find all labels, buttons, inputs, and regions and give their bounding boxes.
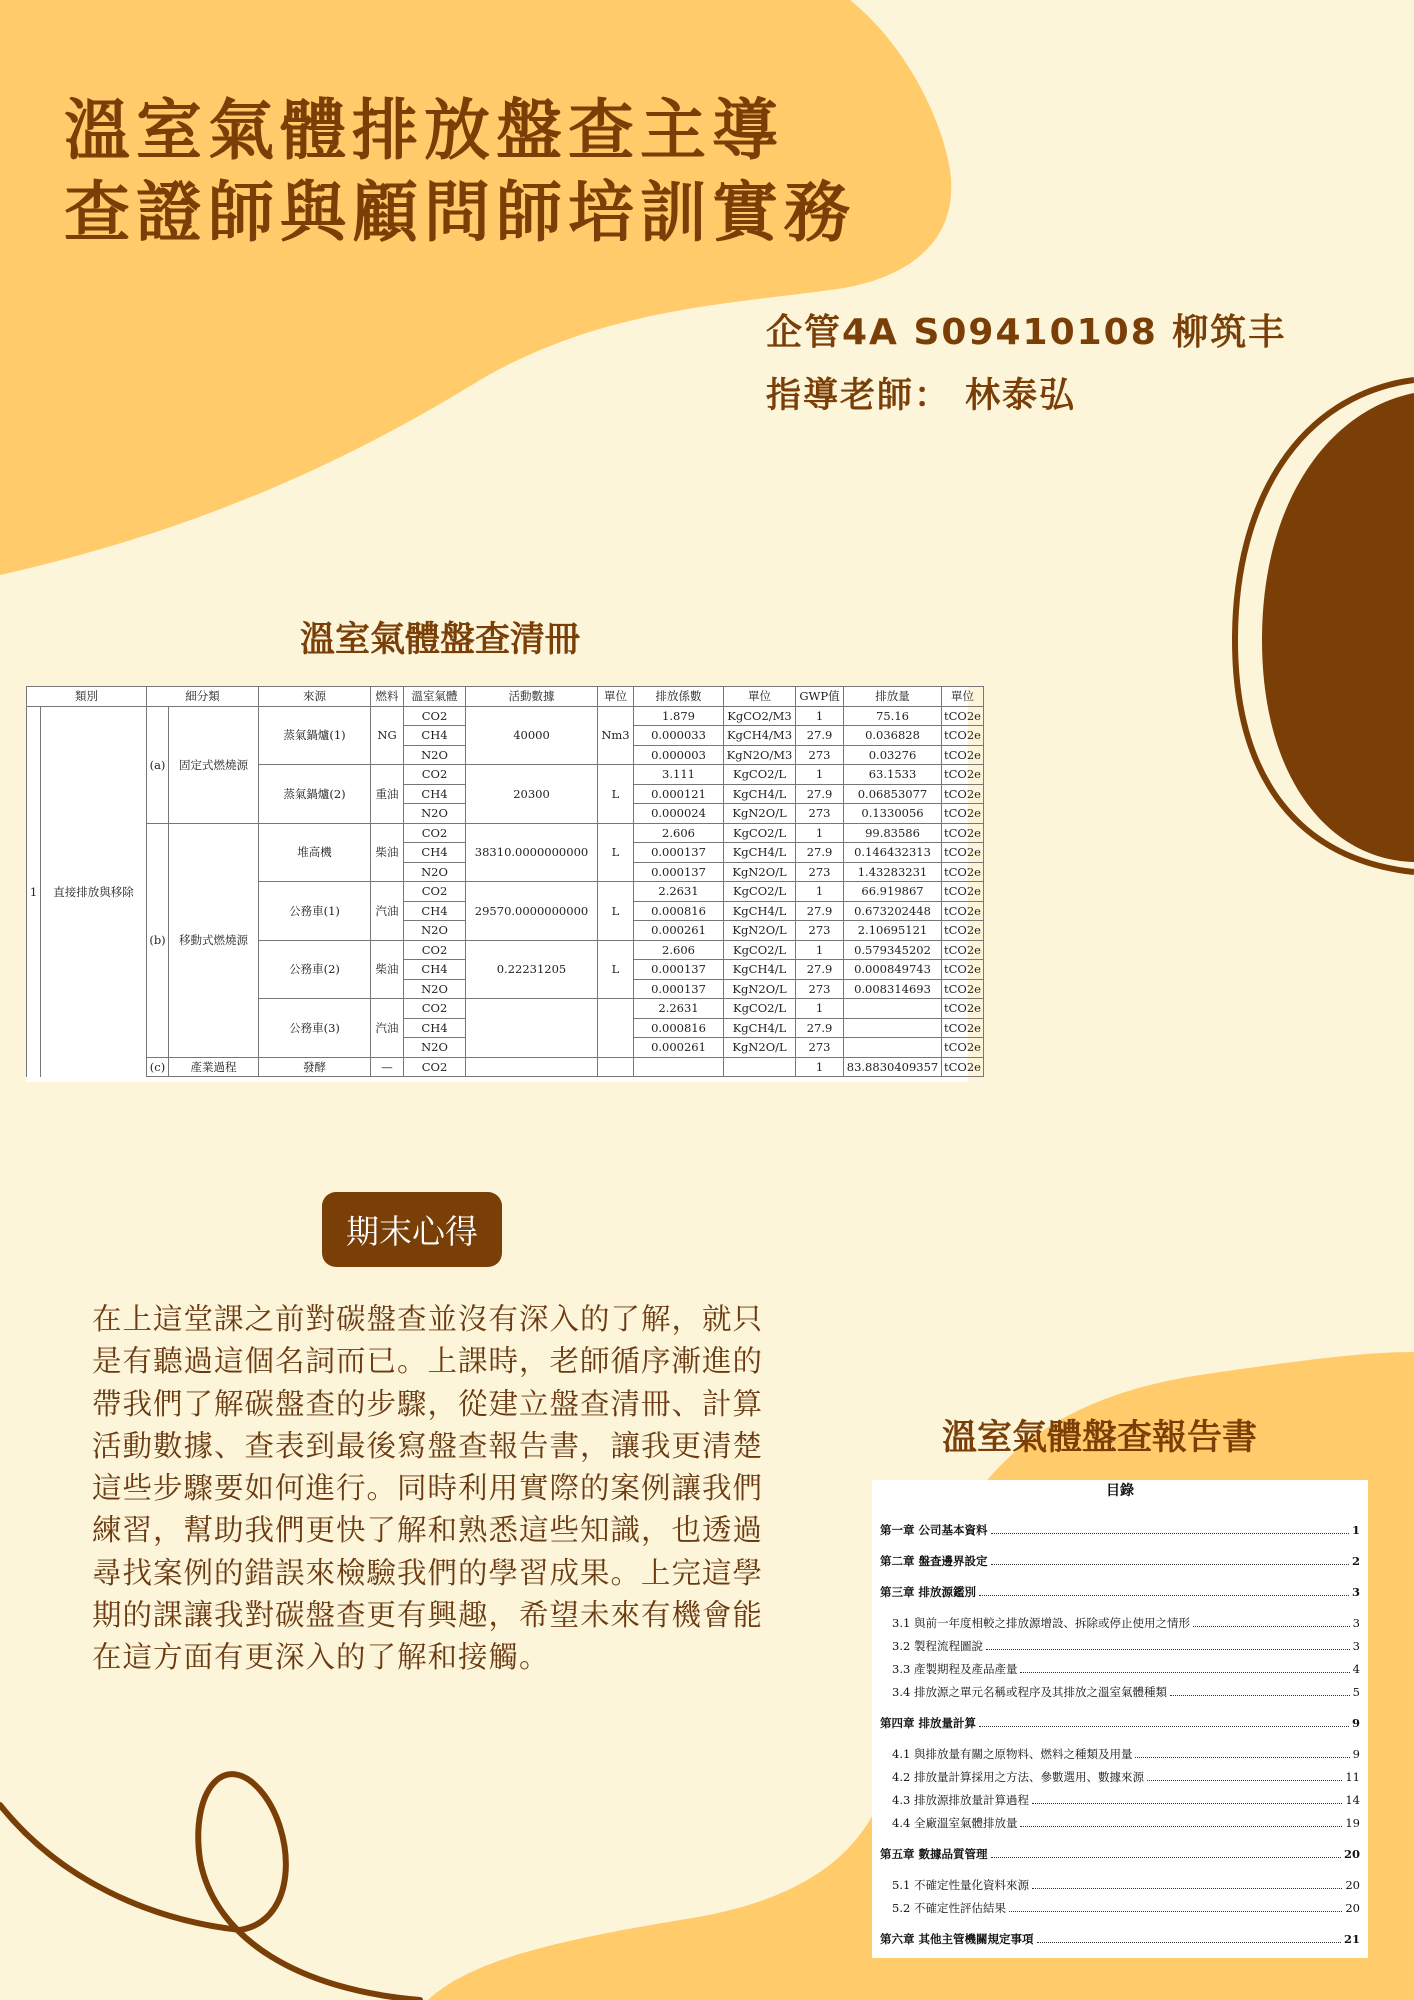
gwp-cell: 1 [796,999,844,1019]
factor-unit-cell: KgCH4/L [724,901,796,921]
toc-section-entry [892,1661,1360,1677]
emission-cell: 0.03276 [844,745,942,765]
gas-cell: CO2 [404,940,466,960]
toc-chapter-entry [880,1584,1360,1600]
emission-cell: 0.579345202 [844,940,942,960]
source-cell: 公務車(1) [259,882,371,941]
toc-section-entry [892,1877,1360,1893]
activity-unit-cell: Nm3 [598,706,634,765]
author-line: 企管4A S09410108 柳筑丰 [766,312,1287,353]
toc-dot-leader [1032,1888,1342,1889]
top-left-blob [0,0,951,575]
emission-unit-cell: tCO2e [942,1057,984,1077]
factor-unit-cell: KgN2O/L [724,862,796,882]
emission-unit-cell: tCO2e [942,1018,984,1038]
toc-section-entry [892,1792,1360,1808]
gas-cell: N2O [404,804,466,824]
toc-dot-leader [1032,1803,1342,1804]
poster-title [64,90,856,254]
gwp-cell: 27.9 [796,726,844,746]
emission-unit-cell: tCO2e [942,882,984,902]
toc-entry-label: 3.1 與前一年度相較之排放源增設、拆除或停止使用之情形 [892,1616,1190,1630]
toc-entry-page: 3 [1352,1639,1360,1653]
factor-unit-cell: KgCO2/L [724,940,796,960]
table-header-cell: 來源 [259,687,371,707]
factor-unit-cell: KgCO2/L [724,823,796,843]
factor-unit-cell: KgN2O/L [724,1038,796,1058]
factor-cell: 2.2631 [634,882,724,902]
factor-unit-cell [724,1057,796,1077]
table-header-cell: 單位 [724,687,796,707]
inventory-table-body [27,706,984,1077]
emission-cell: 63.1533 [844,765,942,785]
gwp-cell: 273 [796,979,844,999]
toc-dot-leader [1037,1942,1341,1943]
fuel-cell: 汽油 [371,999,404,1058]
gas-cell: CH4 [404,901,466,921]
emission-unit-cell: tCO2e [942,960,984,980]
factor-cell [634,1057,724,1077]
fuel-cell: 柴油 [371,823,404,882]
emission-cell: 2.10695121 [844,921,942,941]
toc-entry-label: 4.1 與排放量有關之原物料、燃料之種類及用量 [892,1747,1133,1761]
source-cell: 公務車(3) [259,999,371,1058]
report-heading: 溫室氣體盤查報告書 [942,1418,1258,1458]
emission-unit-cell: tCO2e [942,862,984,882]
fuel-cell: 汽油 [371,882,404,941]
subcategory-code-cell: (a) [147,706,169,823]
factor-unit-cell: KgN2O/L [724,921,796,941]
factor-unit-cell: KgCH4/M3 [724,726,796,746]
emission-unit-cell: tCO2e [942,804,984,824]
emission-cell: 75.16 [844,706,942,726]
table-header-cell: 類別 [27,687,147,707]
subcategory-code-cell: (b) [147,823,169,1057]
emission-cell [844,999,942,1019]
subcategory-code-cell: (c) [147,1057,169,1077]
inventory-table-image [26,686,981,1082]
table-header-cell: 溫室氣體 [404,687,466,707]
source-cell: 發酵 [259,1057,371,1077]
factor-cell: 1.879 [634,706,724,726]
toc-entry-page: 4 [1352,1662,1360,1676]
emission-cell: 83.8830409357 [844,1057,942,1077]
source-cell: 公務車(2) [259,940,371,999]
factor-unit-cell: KgN2O/L [724,979,796,999]
toc-entry-page: 11 [1345,1770,1360,1784]
fuel-cell: 柴油 [371,940,404,999]
toc-dot-leader [979,1726,1349,1727]
emission-cell [844,1018,942,1038]
toc-entry-page: 20 [1345,1901,1360,1915]
gas-cell: CH4 [404,960,466,980]
toc-entry-label: 第二章 盤查邊界設定 [880,1554,988,1568]
toc-entry-label: 4.4 全廠溫室氣體排放量 [892,1816,1018,1830]
factor-cell: 0.000033 [634,726,724,746]
toc-section-entry [892,1638,1360,1654]
emission-cell: 0.673202448 [844,901,942,921]
activity-cell: 0.22231205 [466,940,598,999]
emission-cell: 0.008314693 [844,979,942,999]
table-row [27,1057,984,1077]
gwp-cell: 1 [796,823,844,843]
toc-entry-page: 3 [1352,1616,1360,1630]
gas-cell: CO2 [404,882,466,902]
toc-dot-leader [991,1857,1341,1858]
gas-cell: N2O [404,745,466,765]
gwp-cell: 1 [796,706,844,726]
toc-dot-leader [991,1533,1349,1534]
title-line-2: 查證師與顧問師培訓實務 [64,174,856,251]
toc-section-entry [892,1769,1360,1785]
gas-cell: CO2 [404,1057,466,1077]
gas-cell: CH4 [404,726,466,746]
gwp-cell: 273 [796,921,844,941]
toc-dot-leader [1020,1672,1349,1673]
gas-cell: N2O [404,1038,466,1058]
emission-cell: 0.036828 [844,726,942,746]
factor-cell: 0.000261 [634,921,724,941]
source-cell: 蒸氣鍋爐(1) [259,706,371,765]
table-header-cell: 活動數據 [466,687,598,707]
emission-cell: 0.1330056 [844,804,942,824]
gwp-cell: 27.9 [796,784,844,804]
emission-cell: 1.43283231 [844,862,942,882]
factor-unit-cell: KgCO2/L [724,999,796,1019]
emission-unit-cell: tCO2e [942,823,984,843]
advisor-line: 指導老師： 林泰弘 [766,376,1077,416]
toc-chapter-entry [880,1931,1360,1947]
toc-entry-label: 3.3 產製期程及產品產量 [892,1662,1018,1676]
inventory-table [26,686,984,1077]
reflection-badge: 期末心得 [322,1192,502,1267]
bottom-left-loop [0,1774,420,2000]
factor-unit-cell: KgCH4/L [724,960,796,980]
toc-dot-leader [986,1649,1350,1650]
emission-unit-cell: tCO2e [942,999,984,1019]
inventory-heading: 溫室氣體盤查清冊 [300,620,581,660]
toc-entry-label: 第一章 公司基本資料 [880,1523,988,1537]
gwp-cell: 27.9 [796,1018,844,1038]
factor-cell: 0.000816 [634,1018,724,1038]
emission-unit-cell: tCO2e [942,921,984,941]
toc-entry-label: 3.2 製程流程圖說 [892,1639,983,1653]
factor-cell: 0.000137 [634,979,724,999]
toc-entry-label: 3.4 排放源之單元名稱或程序及其排放之溫室氣體種類 [892,1685,1167,1699]
toc-entry-page: 9 [1352,1747,1360,1761]
factor-unit-cell: KgCO2/M3 [724,706,796,726]
activity-cell [466,1057,598,1077]
table-header-cell: 排放係數 [634,687,724,707]
toc-entry-page: 20 [1343,1847,1360,1861]
factor-unit-cell: KgCO2/L [724,882,796,902]
gwp-cell: 1 [796,882,844,902]
reflection-text: 在上這堂課之前對碳盤查並沒有深入的了解，就只是有聽過這個名詞而已。上課時，老師循序漸進的帶我們了解碳盤查的步驟，從建立盤查清冊、計算活動數據、查表到最後寫盤查報告書，讓我更清楚這些步驟要如何進行。同時利用實際的案例讓我們練習，幫助我們更快了解和熟悉這些知識，也透過尋找案例的錯誤來檢驗我們的學習成果。上完這學期的課讓我對碳盤查更有興趣，希望未來有機會能在這方面有更深入的了解和接觸。 [92,1302,764,1675]
emission-cell [844,1038,942,1058]
toc-chapter-entry [880,1553,1360,1569]
table-header-cell: 單位 [598,687,634,707]
factor-cell: 0.000137 [634,843,724,863]
toc-chapter-entry [880,1846,1360,1862]
toc-dot-leader [1147,1780,1342,1781]
toc-dot-leader [1020,1826,1342,1827]
emission-unit-cell: tCO2e [942,901,984,921]
emission-unit-cell: tCO2e [942,843,984,863]
emission-cell: 0.146432313 [844,843,942,863]
emission-unit-cell: tCO2e [942,726,984,746]
subcategory-cell: 固定式燃燒源 [169,706,259,823]
emission-unit-cell: tCO2e [942,745,984,765]
activity-unit-cell [598,1057,634,1077]
subcategory-cell: 移動式燃燒源 [169,823,259,1057]
toc-section-entry [892,1746,1360,1762]
emission-unit-cell: tCO2e [942,1038,984,1058]
toc-entry-page: 2 [1351,1554,1360,1568]
toc-entry-page: 14 [1345,1793,1360,1807]
table-header-cell: 單位 [942,687,984,707]
factor-cell: 2.606 [634,823,724,843]
toc-entry-page: 9 [1351,1716,1360,1730]
gwp-cell: 273 [796,745,844,765]
category-number-cell: 1 [27,706,41,1077]
table-row [27,706,984,726]
toc-entry-page: 21 [1343,1932,1360,1946]
fuel-cell: — [371,1057,404,1077]
table-header-row [27,687,984,707]
gwp-cell: 1 [796,765,844,785]
toc-entry-page: 3 [1351,1585,1360,1599]
emission-unit-cell: tCO2e [942,784,984,804]
emission-unit-cell: tCO2e [942,706,984,726]
activity-unit-cell: L [598,765,634,824]
gwp-cell: 273 [796,1038,844,1058]
factor-cell: 0.000024 [634,804,724,824]
toc-entry-page: 5 [1352,1685,1360,1699]
toc-title: 目錄 [1106,1483,1134,1499]
gas-cell: CO2 [404,706,466,726]
toc-dot-leader [991,1564,1349,1565]
factor-unit-cell: KgCH4/L [724,843,796,863]
table-row [27,823,984,843]
activity-cell: 38310.0000000000 [466,823,598,882]
activity-cell: 20300 [466,765,598,824]
toc-entry-label: 第六章 其他主管機關規定事項 [880,1932,1034,1946]
toc-entry-label: 5.1 不確定性量化資料來源 [892,1878,1029,1892]
toc-dot-leader [1170,1695,1350,1696]
table-header-cell: 細分類 [147,687,259,707]
gas-cell: N2O [404,921,466,941]
activity-unit-cell: L [598,823,634,882]
gas-cell: CH4 [404,843,466,863]
toc-entry-label: 第四章 排放量計算 [880,1716,977,1730]
toc-section-entry [892,1615,1360,1631]
fuel-cell: NG [371,706,404,765]
source-cell: 蒸氣鍋爐(2) [259,765,371,824]
factor-cell: 0.000137 [634,960,724,980]
gas-cell: N2O [404,979,466,999]
toc-chapter-entry [880,1715,1360,1731]
table-header-cell: 燃料 [371,687,404,707]
report-toc-image [872,1480,1368,1958]
factor-cell: 2.606 [634,940,724,960]
emission-unit-cell: tCO2e [942,765,984,785]
activity-unit-cell [598,999,634,1058]
factor-unit-cell: KgN2O/M3 [724,745,796,765]
toc-section-entry [892,1900,1360,1916]
factor-cell: 0.000261 [634,1038,724,1058]
activity-cell: 29570.0000000000 [466,882,598,941]
gwp-cell: 273 [796,804,844,824]
gas-cell: CO2 [404,823,466,843]
toc-entry-label: 4.3 排放源排放量計算過程 [892,1793,1029,1807]
toc-dot-leader [1135,1757,1349,1758]
emission-unit-cell: tCO2e [942,979,984,999]
category-cell: 直接排放與移除 [41,706,147,1077]
gas-cell: CH4 [404,1018,466,1038]
factor-unit-cell: KgCH4/L [724,1018,796,1038]
factor-unit-cell: KgCO2/L [724,765,796,785]
factor-cell: 3.111 [634,765,724,785]
factor-cell: 2.2631 [634,999,724,1019]
subcategory-cell: 產業過程 [169,1057,259,1077]
activity-cell [466,999,598,1058]
activity-cell: 40000 [466,706,598,765]
gwp-cell: 27.9 [796,843,844,863]
title-line-1: 溫室氣體排放盤查主導 [64,92,784,169]
gwp-cell: 1 [796,1057,844,1077]
factor-cell: 0.000003 [634,745,724,765]
factor-cell: 0.000137 [634,862,724,882]
emission-cell: 0.06853077 [844,784,942,804]
toc-section-entry [892,1815,1360,1831]
gwp-cell: 273 [796,862,844,882]
toc-entry-page: 1 [1351,1523,1360,1537]
emission-cell: 99.83586 [844,823,942,843]
gas-cell: CO2 [404,765,466,785]
gas-cell: CH4 [404,784,466,804]
toc-entry-page: 20 [1345,1878,1360,1892]
emission-cell: 0.000849743 [844,960,942,980]
toc-entry-label: 4.2 排放量計算採用之方法、參數選用、數據來源 [892,1770,1144,1784]
factor-cell: 0.000816 [634,901,724,921]
factor-unit-cell: KgN2O/L [724,804,796,824]
activity-unit-cell: L [598,940,634,999]
table-header-cell: 排放量 [844,687,942,707]
toc-dot-leader [1009,1911,1342,1912]
gwp-cell: 27.9 [796,901,844,921]
gwp-cell: 27.9 [796,960,844,980]
gas-cell: CO2 [404,999,466,1019]
emission-cell: 66.919867 [844,882,942,902]
toc-dot-leader [979,1595,1349,1596]
toc-entry-label: 5.2 不確定性評估結果 [892,1901,1006,1915]
gwp-cell: 1 [796,940,844,960]
activity-unit-cell: L [598,882,634,941]
toc-section-entry [892,1684,1360,1700]
table-header-cell: GWP值 [796,687,844,707]
source-cell: 堆高機 [259,823,371,882]
toc-entry-label: 第五章 數據品質管理 [880,1847,988,1861]
factor-unit-cell: KgCH4/L [724,784,796,804]
toc-chapter-entry [880,1522,1360,1538]
gas-cell: N2O [404,862,466,882]
toc-entry-label: 第三章 排放源鑑別 [880,1585,977,1599]
toc-dot-leader [1193,1626,1350,1627]
toc-entry-page: 19 [1345,1816,1360,1830]
fuel-cell: 重油 [371,765,404,824]
emission-unit-cell: tCO2e [942,940,984,960]
factor-cell: 0.000121 [634,784,724,804]
